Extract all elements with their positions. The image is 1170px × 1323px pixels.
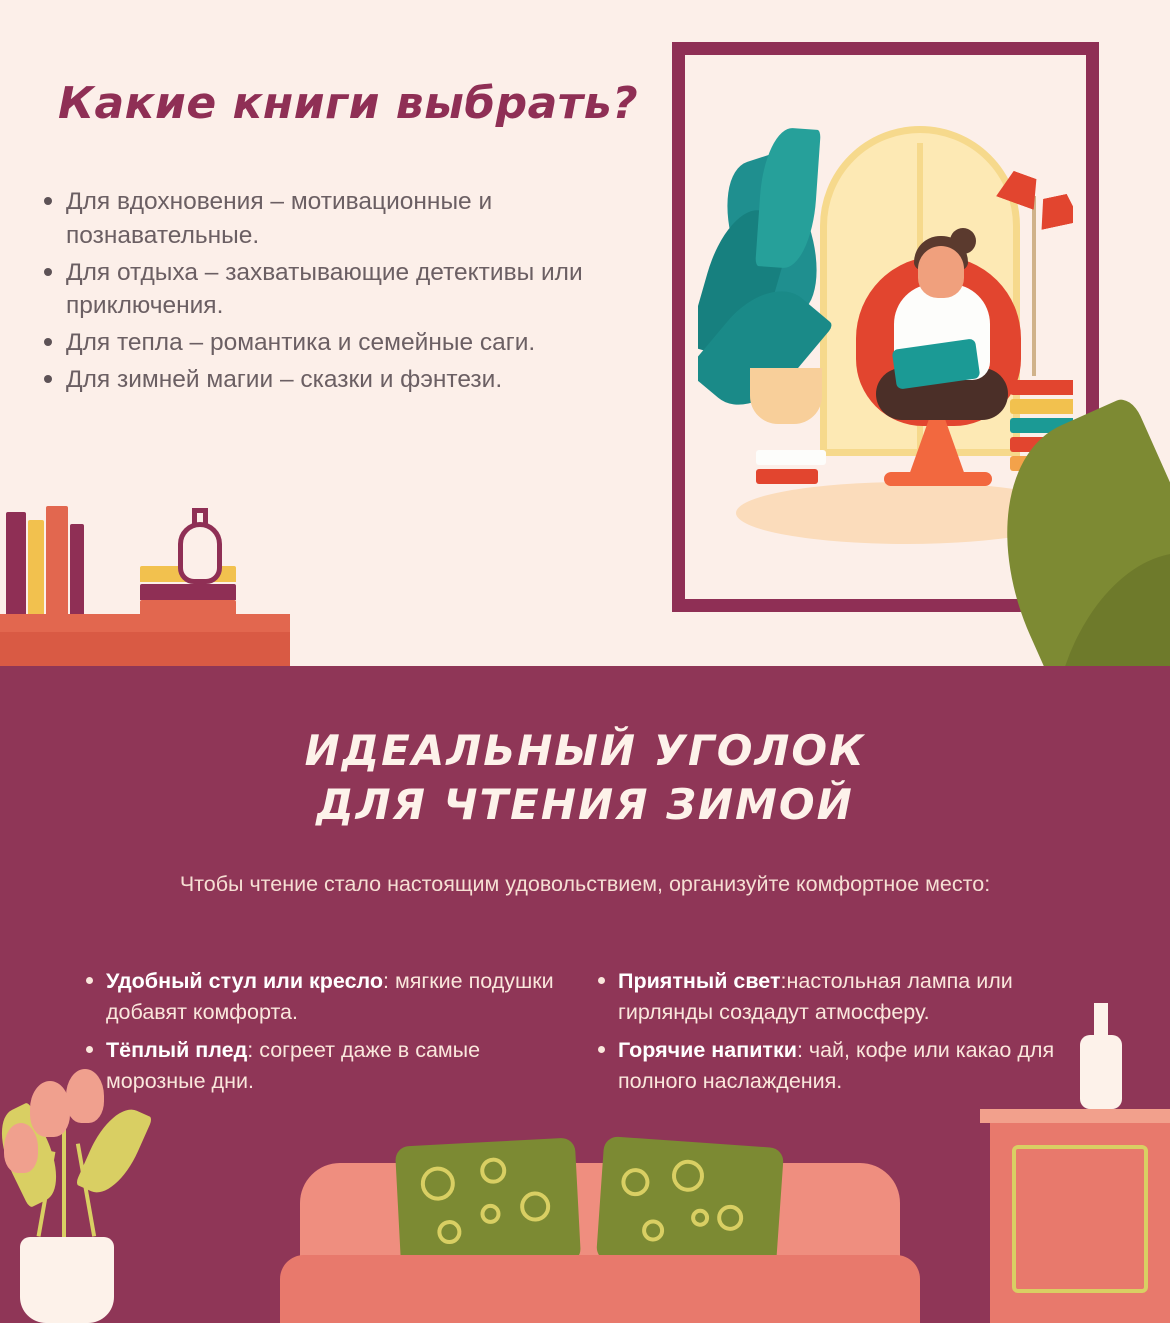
book-choice-list bbox=[36, 185, 676, 400]
page-title: Какие книги выбрать? bbox=[58, 78, 639, 129]
plant-pot-icon bbox=[750, 368, 822, 424]
flower-icon bbox=[30, 1081, 70, 1137]
bottle-neck-shape bbox=[1094, 1003, 1108, 1037]
bottom-section bbox=[0, 666, 1170, 1323]
cabinet-panel-shape bbox=[1012, 1145, 1148, 1293]
lamp-pole-shape bbox=[1032, 196, 1036, 376]
list-item bbox=[36, 363, 676, 397]
person-head-shape bbox=[918, 246, 964, 298]
vase-icon bbox=[20, 1237, 114, 1323]
bottle-icon bbox=[1080, 1035, 1122, 1109]
bullet-icon bbox=[598, 977, 605, 984]
bullet-icon bbox=[86, 1046, 93, 1053]
list-item bbox=[592, 1035, 1112, 1096]
bullet-icon bbox=[598, 1046, 605, 1053]
list-item-text: Для тепла – романтика и семейные саги. bbox=[66, 329, 536, 357]
book-stack-icon bbox=[756, 450, 826, 488]
bullet-icon bbox=[44, 197, 52, 205]
shelf-shape bbox=[0, 614, 290, 632]
shelf-body-shape bbox=[0, 632, 290, 666]
list-item-text: : чай, кофе или какао для полного наслаждения. bbox=[618, 1038, 1055, 1093]
lamp-icon bbox=[1035, 192, 1073, 230]
list-item-text: : согреет даже в самые морозные дни. bbox=[106, 1038, 481, 1093]
bullet-icon bbox=[44, 268, 52, 276]
flower-icon bbox=[4, 1123, 38, 1173]
list-item bbox=[80, 966, 570, 1027]
section-title-line1: ИДЕАЛЬНЫЙ УГОЛОК bbox=[304, 726, 866, 775]
list-item-label: Горячие напитки bbox=[618, 1038, 797, 1063]
pillow-icon bbox=[596, 1136, 784, 1273]
list-item bbox=[592, 966, 1112, 1027]
vase-icon bbox=[178, 522, 222, 584]
list-item-label: Приятный свет bbox=[618, 969, 781, 993]
list-item bbox=[36, 185, 676, 253]
list-item-text: Для зимней магии – сказки и фэнтези. bbox=[66, 365, 503, 393]
bullet-icon bbox=[44, 338, 52, 346]
list-item-text: Для отдыха – захватывающие детективы или приключения. bbox=[66, 258, 583, 320]
pillow-icon bbox=[395, 1137, 581, 1271]
list-item bbox=[36, 256, 676, 324]
list-item-label: Тёплый плед bbox=[106, 1038, 248, 1063]
section-title bbox=[0, 724, 1170, 832]
cabinet-icon bbox=[990, 1123, 1170, 1323]
flower-icon bbox=[66, 1069, 104, 1123]
bullet-icon bbox=[86, 977, 93, 984]
list-item bbox=[36, 326, 676, 360]
list-item-label: Удобный стул или кресло bbox=[106, 969, 384, 993]
list-item-text: Для вдохновения – мотивационные и познавательные. bbox=[66, 188, 493, 249]
list-item-text: :настольная лампа или гирлянды создадут атмосферу. bbox=[618, 969, 1013, 1024]
tips-column-left bbox=[80, 966, 570, 1104]
section-title-line2: ДЛЯ ЧТЕНИЯ ЗИМОЙ bbox=[316, 779, 854, 829]
list-item bbox=[80, 1035, 570, 1096]
section-subtitle: Чтобы чтение стало настоящим удовольствием, организуйте комфортное место: bbox=[179, 872, 991, 896]
chair-foot-shape bbox=[884, 472, 992, 486]
bullet-icon bbox=[44, 375, 52, 383]
sofa-seat-shape bbox=[280, 1255, 920, 1323]
list-item-text: : мягкие подушки добавят комфорта. bbox=[106, 969, 554, 1024]
tips-column-right bbox=[592, 966, 1112, 1104]
cabinet-top-shape bbox=[980, 1109, 1170, 1123]
